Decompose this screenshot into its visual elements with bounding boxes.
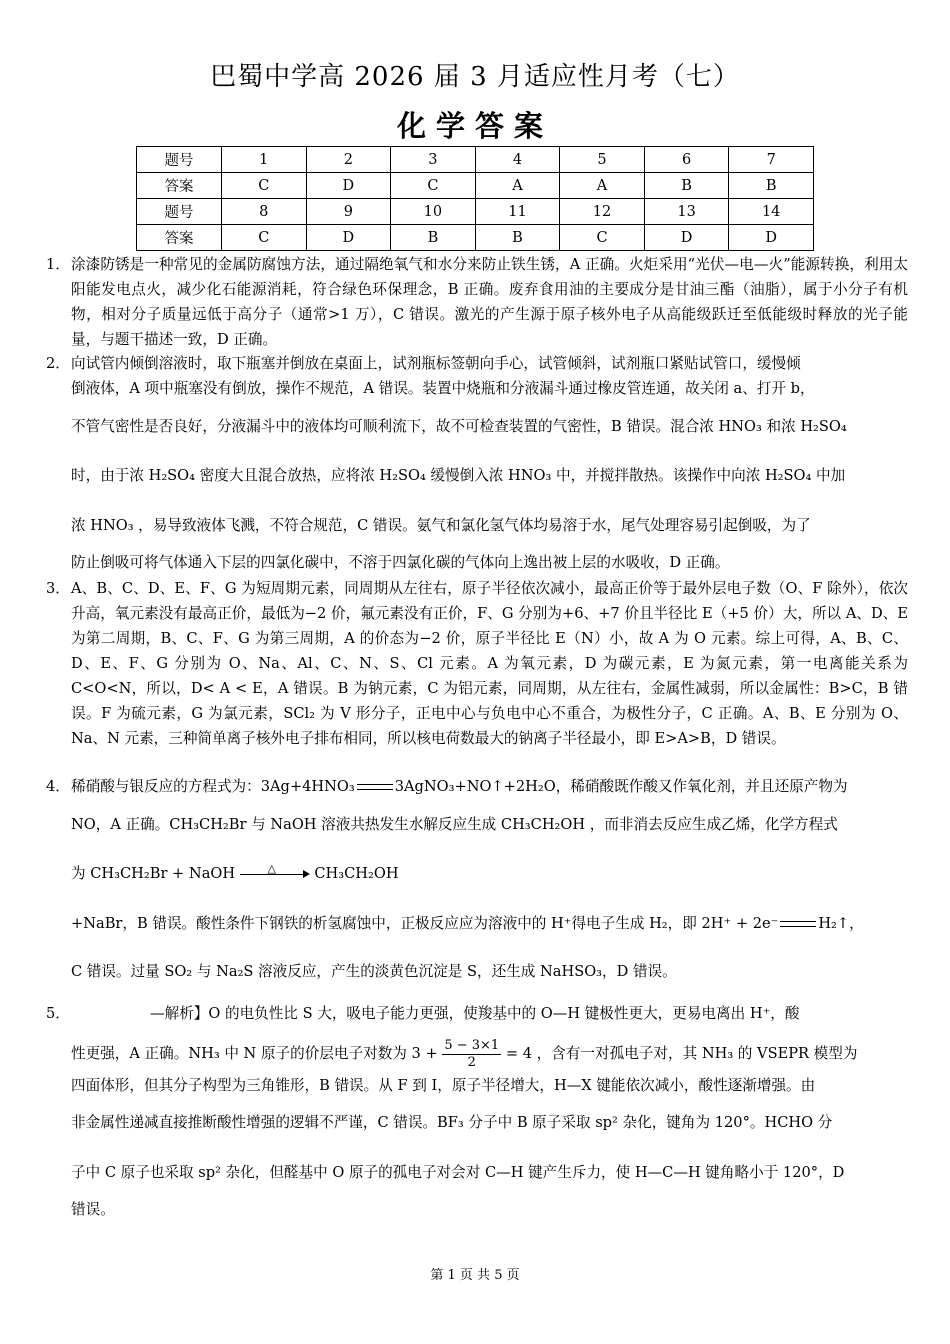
item-2-line: 不管气密性是否良好，分液漏斗中的液体均可顺利流下，故不可检查装置的气密性，B 错误。混合浓 HNO₃ 和浓 H₂SO₄: [71, 418, 847, 435]
table-cell: 10: [391, 199, 476, 225]
item-number-2: 2．: [46, 355, 70, 372]
table-cell: D: [644, 225, 729, 251]
table-cell: B: [644, 173, 729, 199]
table-cell: A: [560, 173, 645, 199]
page-subtitle: 化学答案: [396, 109, 553, 143]
table-row: [137, 147, 814, 173]
equation-text: 性更强，A 正确。NH₃ 中 N 原子的价层电子对数为 3 +: [71, 1045, 438, 1062]
item-2-line: 浓 HNO₃ ，易导致液体飞溅，不符合规范，C 错误。氨气和氯化氢气体均易溶于水，尾气处理容易引起倒吸，为了: [71, 517, 811, 534]
fraction-denominator: 2: [467, 1054, 476, 1070]
table-cell: 14: [729, 199, 814, 225]
fraction-numerator: 5 − 3×1: [444, 1037, 500, 1053]
answer-table: [136, 146, 814, 251]
table-cell: 3: [391, 147, 476, 173]
item-5-line: 非金属性递减直接推断酸性增强的逻辑不严谨，C 错误。BF₃ 分子中 B 原子采取 sp² 杂化，键角为 120°。HCHO 分: [71, 1114, 833, 1131]
equals-sign-icon: [357, 784, 393, 790]
item-number-4: 4．: [46, 778, 70, 795]
table-cell: 12: [560, 199, 645, 225]
heat-symbol: △: [267, 862, 276, 875]
table-row: [137, 225, 814, 251]
item-2-line: 向试管内倾倒溶液时，取下瓶塞并倒放在桌面上，试剂瓶标签朝向手心，试管倾斜，试剂瓶口紧贴试管口，缓慢倾: [71, 355, 801, 372]
item-4-line: NO，A 正确。CH₃CH₂Br 与 NaOH 溶液共热发生水解反应生成 CH₃CH₂OH ，而非消去反应生成乙烯，化学方程式: [71, 816, 838, 833]
item-5-line: 子中 C 原子也采取 sp² 杂化，但醛基中 O 原子的孤电子对会对 C—H 键产生斥力，使 H—C—H 键角略小于 120°，D: [71, 1164, 845, 1181]
table-row: [137, 173, 814, 199]
table-cell: A: [475, 173, 560, 199]
item-number-5: 5．: [46, 1005, 70, 1022]
equation-text: 稀硝酸与银反应的方程式为：3Ag+4HNO₃: [71, 778, 355, 795]
table-cell: D: [306, 225, 391, 251]
table-cell: B: [391, 225, 476, 251]
equation-text: CH₃CH₂OH: [314, 865, 399, 882]
item-5-line: —解析】O 的电负性比 S 大，吸电子能力更强，使羧基中的 O—H 键极性更大，更易电离出 H⁺，酸: [150, 1005, 800, 1022]
fraction: [442, 1038, 501, 1071]
table-cell: 1: [222, 147, 307, 173]
item-number: 1．: [46, 256, 70, 273]
item-2-line: 时，由于浓 H₂SO₄ 密度大且混合放热，应将浓 H₂SO₄ 缓慢倒入浓 HNO₃ 中，并搅拌散热。该操作中向浓 H₂SO₄ 中加: [71, 467, 846, 484]
answer-item-3: [46, 576, 908, 751]
table-cell: 13: [644, 199, 729, 225]
table-cell: B: [475, 225, 560, 251]
item-5-line: 错误。: [71, 1201, 115, 1218]
equation-text: 3AgNO₃+NO↑+2H₂O，稀硝酸既作酸又作氧化剂，并且还原产物为: [394, 778, 848, 795]
table-cell: 4: [475, 147, 560, 173]
table-cell: 题号: [137, 147, 222, 173]
table-cell: 7: [729, 147, 814, 173]
equation-text: = 4 ，含有一对孤电子对，其 NH₃ 的 VSEPR 模型为: [505, 1045, 858, 1062]
item-text: A、B、C、D、E、F、G 为短周期元素，同周期从左往右，原子半径依次减小，最高正价等于最外层电子数（O、F 除外），依次升高，氧元素没有最高正价，最低为−2 价，氟元素没有正价，F、G 分别为+6、+7 价且半径比 E（+5 价）大，所以 A、D、E 为第二周期，B、C、F、G 为第三周期，A 的价态为−2 价，原子半径比 E（N）小，故 A 为 O 元素。综上可得，A、B、C、D、E、F、G 分别为 O、Na、Al、C、N、S、Cl 元素。A 为氧元素，D 为碳元素，E 为氮元素，第一电离能关系为 C<O<N，所以，D< A < E，A 错误。B 为钠元素，C 为铝元素，同周期，从左往右，金属性减弱，所以金属性：B>C，B 错误。F 为硫元素，G 为氯元素，SCl₂ 为 V 形分子，正电中心与负电中心不重合，为极性分子，C 正确。A、B、E 分别为 O、Na、N 元素，三种简单离子核外电子排布相同，所以核电荷数最大的钠离子半径最小，即 E>A>B，D 错误。: [71, 580, 908, 747]
equals-sign-icon: [780, 921, 816, 927]
table-cell: 答案: [137, 225, 222, 251]
item-4-line: [71, 911, 909, 936]
equation-text: 为 CH₃CH₂Br + NaOH: [71, 865, 236, 882]
table-cell: 题号: [137, 199, 222, 225]
equation-text: +NaBr，B 错误。酸性条件下钢铁的析氢腐蚀中，正极反应应为溶液中的 H⁺得电子生成 H₂，即 2H⁺ + 2e⁻: [71, 915, 779, 932]
page-number: 第 1 页 共 5 页: [430, 1268, 520, 1283]
item-text: 涂漆防锈是一种常见的金属防腐蚀方法，通过隔绝氧气和水分来防止铁生锈，A 正确。火炬采用“光伏—电—火”能源转换，利用太阳能发电点火，减少化石能源消耗，符合绿色环保理念，B 正确。废弃食用油的主要成分是甘油三酯（油脂），属于小分子有机物，相对分子质量远低于高分子（通常>1 万），C 错误。激光的产生源于原子核外电子从高能级跃迁至低能级时释放的光子能量，与题干描述一致，D 正确。: [71, 256, 908, 348]
table-row: [137, 199, 814, 225]
table-cell: 2: [306, 147, 391, 173]
table-cell: 答案: [137, 173, 222, 199]
page-title: 巴蜀中学高 2026 届 3 月适应性月考（七）: [210, 62, 740, 92]
table-cell: B: [729, 173, 814, 199]
table-cell: C: [222, 225, 307, 251]
item-4-line: [71, 774, 909, 799]
item-5-line: [71, 1037, 909, 1071]
table-cell: 5: [560, 147, 645, 173]
item-5-line: 四面体形，但其分子构型为三角锥形，B 错误。从 F 到 I，原子半径增大，H—X 键能依次减小，酸性逐渐增强。由: [71, 1077, 816, 1094]
answer-item-1: [46, 252, 908, 352]
table-cell: 8: [222, 199, 307, 225]
table-cell: D: [729, 225, 814, 251]
table-cell: C: [560, 225, 645, 251]
item-4-line: [71, 861, 909, 886]
item-2-line: 倒液体，A 项中瓶塞没有倒放，操作不规范，A 错误。装置中烧瓶和分液漏斗通过橡皮管连通，故关闭 a、打开 b，: [71, 380, 815, 397]
item-4-line: C 错误。过量 SO₂ 与 Na₂S 溶液反应，产生的淡黄色沉淀是 S，还生成 NaHSO₃，D 错误。: [71, 963, 677, 980]
item-2-line: 防止倒吸可将气体通入下层的四氯化碳中，不溶于四氯化碳的气体向上逸出被上层的水吸收，D 正确。: [71, 554, 730, 571]
table-cell: C: [391, 173, 476, 199]
table-cell: C: [222, 173, 307, 199]
item-number: 3．: [46, 580, 70, 597]
table-cell: 11: [475, 199, 560, 225]
table-cell: 6: [644, 147, 729, 173]
table-cell: 9: [306, 199, 391, 225]
table-cell: D: [306, 173, 391, 199]
equation-text: H₂↑，: [818, 915, 864, 932]
heating-arrow-icon: [240, 862, 310, 881]
